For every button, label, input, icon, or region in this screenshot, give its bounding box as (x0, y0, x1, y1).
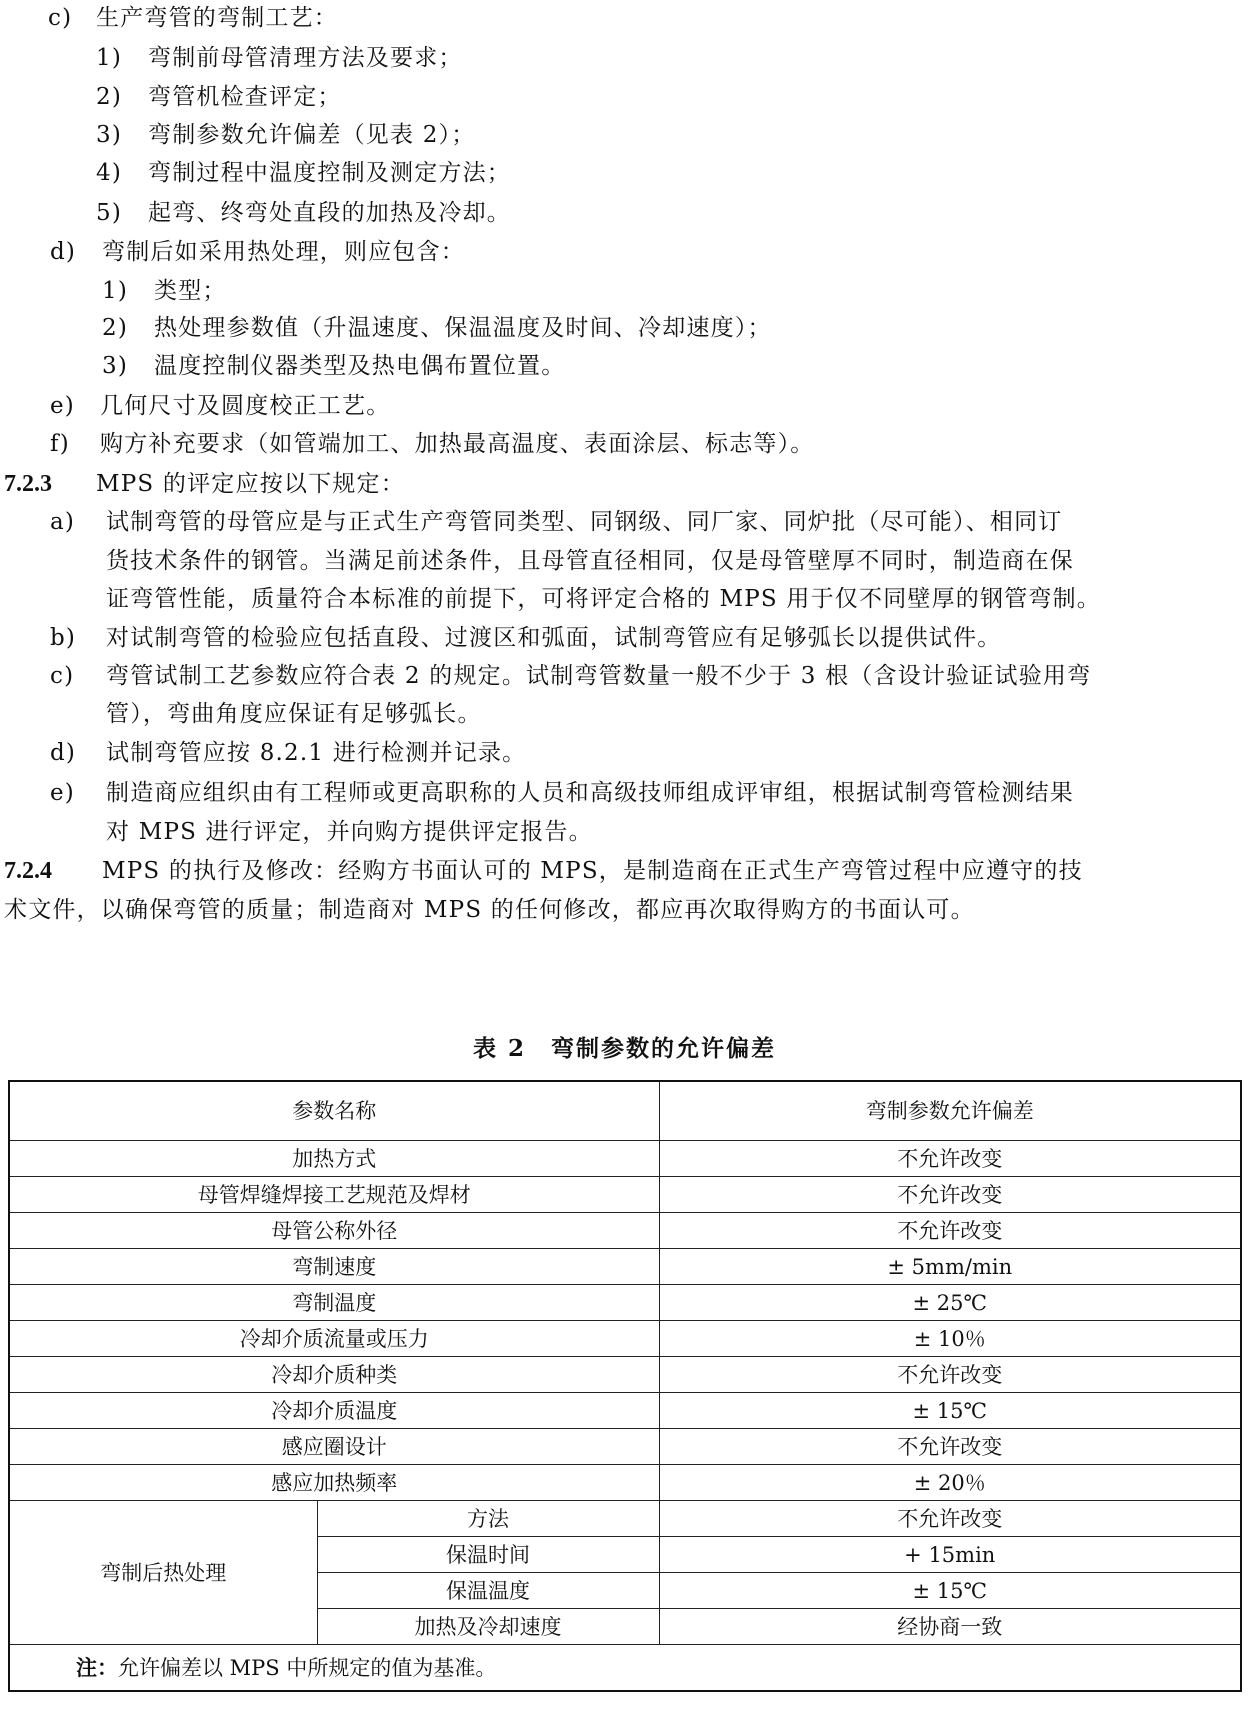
table-cell: 母管焊缝焊接工艺规范及焊材 (9, 1177, 659, 1213)
item-label: c) (50, 663, 75, 689)
item-label: d) (50, 239, 77, 265)
clause-number: 7.2.3 (4, 471, 52, 497)
item-text: 管），弯曲角度应保证有足够弧长。 (106, 701, 482, 727)
clause-continued (4, 894, 975, 926)
item-text: 试制弯管应按 8.2.1 进行检测并记录。 (106, 740, 527, 766)
list-item (50, 390, 390, 422)
table-cell: 方法 (317, 1501, 659, 1537)
table-cell: 冷却介质流量或压力 (9, 1321, 659, 1357)
item-text: 试制弯管的母管应是与正式生产弯管同类型、同钢级、同厂家、同炉批（尽可能）、相同订 (106, 509, 1063, 535)
table-cell: 弯制温度 (9, 1285, 659, 1321)
list-item (50, 506, 1063, 538)
note-text: 允许偏差以 MPS 中所规定的值为基准。 (118, 1655, 497, 1680)
table-row (9, 1321, 1241, 1357)
table-cell: 不允许改变 (659, 1213, 1241, 1249)
item-label: 5) (96, 200, 123, 226)
item-label: a) (50, 509, 76, 535)
item-text: 制造商应组织由有工程师或更高职称的人员和高级技师组成评审组，根据试制弯管检测结果 (106, 780, 1074, 806)
table-cell: 不允许改变 (659, 1429, 1241, 1465)
item-label: b) (50, 625, 77, 651)
table-cell: 加热及冷却速度 (317, 1609, 659, 1645)
list-item-continued (106, 545, 1074, 577)
item-label: 2) (96, 84, 123, 110)
table-cell: 加热方式 (9, 1141, 659, 1177)
item-text: 对试制弯管的检验应包括直段、过渡区和弧面，试制弯管应有足够弧长以提供试件。 (106, 625, 1002, 651)
item-text: 弯制过程中温度控制及测定方法； (148, 160, 511, 186)
item-label: d) (50, 740, 77, 766)
table-row (9, 1429, 1241, 1465)
list-item (96, 197, 511, 229)
item-label: 1) (102, 278, 129, 304)
table-row (9, 1141, 1241, 1177)
list-item (50, 622, 1001, 654)
table-cell: 不允许改变 (659, 1141, 1241, 1177)
item-text: 证弯管性能，质量符合本标准的前提下，可将评定合格的 MPS 用于仅不同壁厚的钢管弯制。 (106, 586, 1102, 612)
table-cell: 不允许改变 (659, 1177, 1241, 1213)
list-item (102, 350, 565, 382)
list-item (96, 119, 475, 151)
item-label: e) (50, 393, 75, 419)
note-label: 注： (76, 1654, 118, 1680)
item-label: 3) (102, 353, 129, 379)
list-item (50, 236, 465, 268)
table-cell: ± 25℃ (659, 1285, 1241, 1321)
table-row (9, 1177, 1241, 1213)
parameter-table (8, 1080, 1242, 1692)
table-cell: 感应圈设计 (9, 1429, 659, 1465)
header-cell: 弯制参数允许偏差 (659, 1081, 1241, 1141)
table-header-row (9, 1081, 1241, 1141)
item-text: 生产弯管的弯制工艺： (96, 5, 338, 31)
item-label: 2) (102, 315, 129, 341)
list-item (102, 312, 772, 344)
item-label: c) (48, 5, 73, 31)
table-cell: 弯制速度 (9, 1249, 659, 1285)
list-item-continued (106, 698, 482, 730)
table-cell: 不允许改变 (659, 1357, 1241, 1393)
table-row (9, 1465, 1241, 1501)
table-row (9, 1357, 1241, 1393)
item-text: 热处理参数值（升温速度、保温温度及时间、冷却速度）； (154, 315, 772, 341)
item-text: 类型； (154, 278, 227, 304)
table-cell: ± 15℃ (659, 1573, 1241, 1609)
table-cell: 保温温度 (317, 1573, 659, 1609)
item-text: 弯管机检查评定； (148, 84, 342, 110)
table-cell: 感应加热频率 (9, 1465, 659, 1501)
list-item (50, 737, 526, 769)
item-text: 对 MPS 进行评定，并向购方提供评定报告。 (106, 819, 593, 845)
item-text: 温度控制仪器类型及热电偶布置位置。 (154, 353, 566, 379)
table-row (9, 1393, 1241, 1429)
table-cell: 母管公称外径 (9, 1213, 659, 1249)
clause-text: 术文件，以确保弯管的质量；制造商对 MPS 的任何修改，都应再次取得购方的书面认可。 (4, 897, 975, 923)
table-cell: ± 20％ (659, 1465, 1241, 1501)
item-text: 弯制后如采用热处理，则应包含： (102, 239, 465, 265)
list-item (50, 660, 1091, 692)
item-text: 货技术条件的钢管。当满足前述条件，且母管直径相同，仅是母管壁厚不同时，制造商在保 (106, 548, 1074, 574)
item-label: f) (50, 431, 70, 457)
clause-7-2-3 (4, 468, 405, 500)
table-row (9, 1249, 1241, 1285)
header-cell: 参数名称 (9, 1081, 659, 1141)
table-row (9, 1285, 1241, 1321)
table-note-row (9, 1645, 1241, 1692)
item-text: 弯管试制工艺参数应符合表 2 的规定。试制弯管数量一般不少于 3 根（含设计验证试验用弯 (106, 663, 1092, 689)
list-item (102, 275, 227, 307)
item-text: 购方补充要求（如管端加工、加热最高温度、表面涂层、标志等）。 (100, 431, 815, 457)
table-cell: 保温时间 (317, 1537, 659, 1573)
table-cell: 经协商一致 (659, 1609, 1241, 1645)
group-cell: 弯制后热处理 (9, 1501, 317, 1645)
table-row (9, 1501, 1241, 1537)
clause-text: MPS 的执行及修改：经购方书面认可的 MPS，是制造商在正式生产弯管过程中应遵守的技 (102, 858, 1083, 884)
table-cell: ± 5mm/min (659, 1249, 1241, 1285)
list-item-continued (106, 583, 1101, 615)
item-label: 4) (96, 160, 123, 186)
item-text: 弯制参数允许偏差（见表 2）； (148, 122, 476, 148)
table-cell: 冷却介质种类 (9, 1357, 659, 1393)
list-item (48, 2, 338, 34)
list-item (96, 157, 511, 189)
list-item (50, 777, 1074, 809)
table-cell: 冷却介质温度 (9, 1393, 659, 1429)
table-title: 表 2 弯制参数的允许偏差 (472, 1035, 776, 1062)
table-note (9, 1645, 1241, 1692)
list-item (96, 81, 342, 113)
list-item (96, 42, 463, 74)
item-text: 几何尺寸及圆度校正工艺。 (100, 393, 391, 419)
clause-7-2-4 (4, 855, 1083, 887)
table-cell: 不允许改变 (659, 1501, 1241, 1537)
list-item-continued (106, 816, 593, 848)
clause-text: MPS 的评定应按以下规定： (96, 471, 405, 497)
list-item (50, 428, 815, 460)
item-label: e) (50, 780, 75, 806)
table-cell: + 15min (659, 1537, 1241, 1573)
table-row (9, 1213, 1241, 1249)
table-cell: ± 10％ (659, 1321, 1241, 1357)
table-cell: ± 15℃ (659, 1393, 1241, 1429)
item-text: 起弯、终弯处直段的加热及冷却。 (148, 200, 511, 226)
item-label: 1) (96, 45, 123, 71)
item-text: 弯制前母管清理方法及要求； (148, 45, 463, 71)
item-label: 3) (96, 122, 123, 148)
clause-number: 7.2.4 (4, 858, 52, 884)
